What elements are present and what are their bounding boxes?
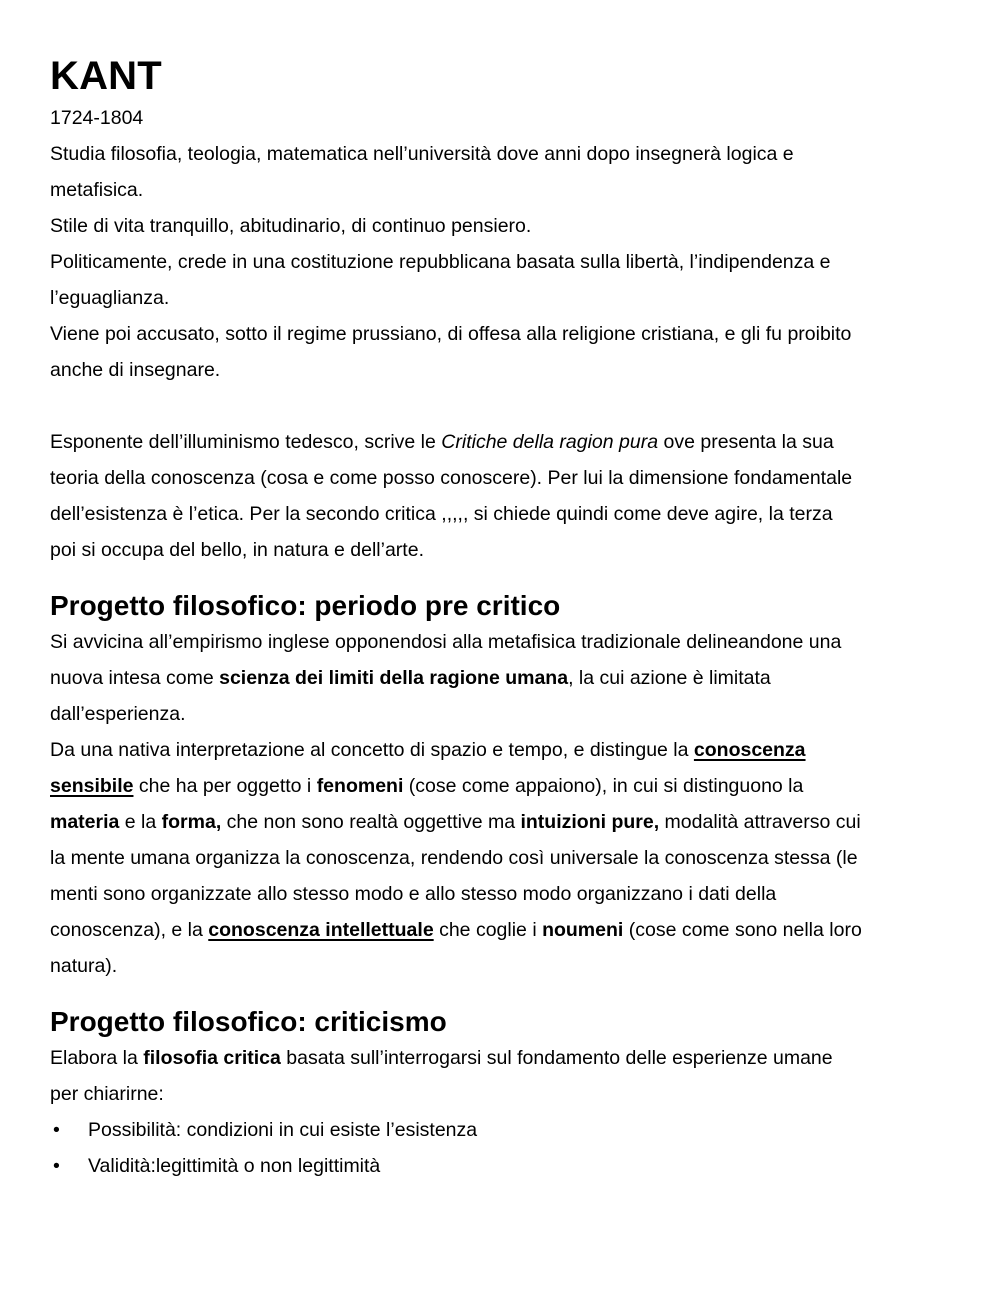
page-title: KANT [50,54,162,98]
biography [50,136,960,388]
text-span: basata sull’interrogarsi sul fondamento delle esperienze umane [280,1047,833,1069]
list-item [50,1112,960,1148]
bullet-icon: • [53,1119,60,1141]
list-item-text: Possibilità: condizioni in cui esiste l’esistenza [88,1119,478,1141]
section-line [50,804,960,840]
section-heading: Progetto filosofico: periodo pre critico [50,590,561,621]
text-span: che coglie i [433,919,543,941]
bullet-list [50,1112,960,1184]
section-line: natura). [50,955,118,977]
intro-line [50,424,960,460]
text-span: che non sono realtà oggettive ma [221,811,521,833]
underlined-term: conoscenza intellettuale [208,919,434,941]
bio-line: Stile di vita tranquillo, abitudinario, di continuo pensiero. [50,215,532,237]
underlined-term: sensibile [50,775,134,797]
bold-term: forma, [161,811,222,833]
spacer [50,984,960,1004]
text-span: conoscenza), e la [50,919,209,941]
list-item-text: Validità:legittimità o non legittimità [88,1155,381,1177]
section-line [50,1040,960,1076]
section-line [50,768,960,804]
intro-paragraph [50,424,960,568]
intro-line: teoria della conoscenza (cosa e come posso conoscere). Per lui la dimensione fondamentale [50,467,853,489]
bold-term: intuizioni pure, [520,811,660,833]
section-line: Si avvicina all’empirismo inglese opponendosi alla metafisica tradizionale delineandone una [50,631,842,653]
bold-term: filosofia critica [143,1047,281,1069]
section-line: dall’esperienza. [50,703,186,725]
bio-line: Viene poi accusato, sotto il regime prussiano, di offesa alla religione cristiana, e gli fu proibito [50,323,852,345]
bio-line: Studia filosofia, teologia, matematica nell’università dove anni dopo insegnerà logica e [50,143,794,165]
section-line [50,732,960,768]
intro-line: poi si occupa del bello, in natura e dell’arte. [50,539,424,561]
section-line [50,912,960,948]
text-span: nuova intesa come [50,667,220,689]
text-span: modalità attraverso cui [659,811,861,833]
bio-line: metafisica. [50,179,144,201]
section-heading: Progetto filosofico: criticismo [50,1006,447,1037]
bold-term: materia [50,811,120,833]
bold-term: noumeni [542,919,624,941]
spacer [50,568,960,588]
text-span: , la cui azione è limitata [568,667,771,689]
section-line: menti sono organizzate allo stesso modo e allo stesso modo organizzano i dati della [50,883,777,905]
underlined-term: conoscenza [693,739,806,761]
text-span: Da una nativa interpretazione al concetto di spazio e tempo, e distingue la [50,739,694,761]
list-item [50,1148,960,1184]
section-line: per chiarirne: [50,1083,164,1105]
section-line: la mente umana organizza la conoscenza, rendendo così universale la conoscenza stessa (le [50,847,858,869]
text-span: Elabora la [50,1047,144,1069]
bold-term: fenomeni [316,775,404,797]
bullet-icon: • [53,1155,60,1177]
section-line [50,660,960,696]
section-pre-critical [50,588,960,984]
section-criticism [50,1004,960,1184]
document-page [50,52,960,1184]
text-span: che ha per oggetto i [133,775,317,797]
bio-line: l’eguaglianza. [50,287,170,309]
text-span: e la [119,811,162,833]
text-span: ove presenta la sua [658,431,834,453]
bold-term: scienza dei limiti della ragione umana [219,667,569,689]
text-span: (cose come sono nella loro [623,919,862,941]
work-title: Critiche della ragion pura [441,431,659,453]
spacer [50,388,960,424]
intro-line: dell’esistenza è l’etica. Per la secondo critica ,,,,, si chiede quindi come deve agire, la terza [50,503,833,525]
text-span: Esponente dell’illuminismo tedesco, scrive le [50,431,442,453]
text-span: (cose come appaiono), in cui si distinguono la [403,775,804,797]
life-dates: 1724-1804 [50,107,144,129]
bio-line: Politicamente, crede in una costituzione repubblicana basata sulla libertà, l’indipendenza e [50,251,831,273]
bio-line: anche di insegnare. [50,359,221,381]
